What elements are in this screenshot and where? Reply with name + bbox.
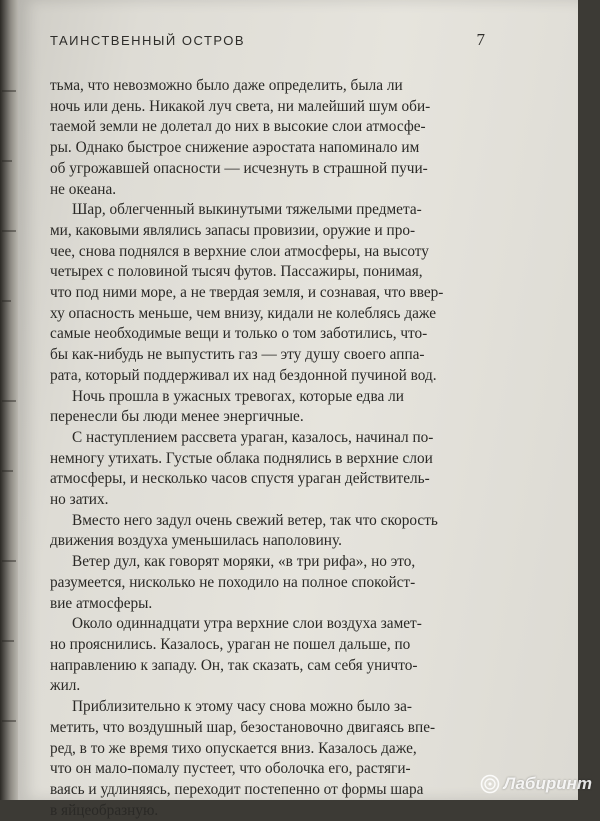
text-line: ми, каковыми являлись запасы провизии, оружие и про-: [50, 221, 416, 239]
text-line: разумеется, нисколько не походило на полное спокойст-: [50, 573, 416, 591]
text-line: ред, в то же время тихо опускается вниз. Казалось даже,: [50, 739, 417, 757]
text-line: Шар, облегченный выкинутыми тяжелыми предмета-: [72, 201, 422, 219]
text-line: С наступлением рассвета ураган, казалось, начинал по-: [72, 428, 434, 446]
labyrinth-logo-icon: [480, 774, 500, 794]
text-line: тьма, что невозможно было даже определить, была ли: [50, 77, 403, 94]
bleed-mark: [2, 720, 16, 722]
bleed-mark: [2, 230, 16, 232]
bleed-mark: [2, 300, 11, 302]
bleed-mark: [2, 90, 16, 92]
bleed-mark: [2, 400, 16, 402]
text-line: Приблизительно к этому часу снова можно было за-: [72, 698, 412, 716]
page-number: 7: [476, 30, 485, 49]
text-line: бы как-нибудь не выпустить газ — эту душу своего аппа-: [50, 346, 425, 364]
text-line: что под ними море, а не твердая земля, и сознавая, что ввер-: [50, 284, 444, 302]
text-line: в яйцеобразную.: [50, 801, 159, 819]
bleed-mark: [2, 470, 13, 472]
text-line: четырех с половиной тысяч футов. Пассажиры, понимая,: [50, 263, 423, 281]
book-page: [18, 0, 578, 819]
text-line: Около одиннадцати утра верхние слои воздуха замет-: [72, 615, 422, 633]
watermark-text: Лабиринт: [503, 774, 592, 793]
text-line: ночь или день. Никакой луч света, ни малейший шум оби-: [50, 97, 431, 115]
bleed-mark: [2, 560, 16, 562]
text-line: жил.: [50, 677, 81, 695]
text-line: Ночь прошла в ужасных тревогах, которые едва ли: [72, 387, 404, 405]
text-line: атмосферы, и несколько часов спустя ураган действитель-: [50, 470, 430, 488]
text-line: ваясь и удлиняясь, переходит постепенно от формы шара: [50, 780, 424, 798]
page-header: [50, 30, 485, 50]
text-line: но прояснились. Казалось, ураган не пошел дальше, по: [50, 635, 411, 653]
text-line: Ветер дул, как говорят моряки, «в три рифа», но это,: [72, 553, 416, 571]
labirint-watermark: [480, 774, 592, 794]
bleed-mark: [2, 160, 12, 162]
text-line: Вместо него задул очень свежий ветер, так что скорость: [72, 511, 438, 529]
text-line: движения воздуха уменьшилась наполовину.: [50, 532, 342, 550]
text-line: вие атмосферы.: [50, 594, 153, 612]
text-line: чее, снова поднялся в верхние слои атмосферы, на высоту: [50, 242, 429, 260]
text-line: но затих.: [50, 491, 109, 509]
text-line: немногу утихать. Густые облака поднялись в верхние слои: [50, 449, 433, 467]
text-line: перенесли бы люди менее энергичные.: [50, 408, 304, 426]
facing-page-edge: [0, 0, 18, 800]
text-line: ры. Однако быстрое снижение аэростата напоминало им: [50, 139, 420, 157]
text-line: об угрожавшей опасности — исчезнуть в страшной пучи-: [50, 159, 428, 177]
bleed-mark: [2, 640, 14, 642]
body-text: [50, 76, 490, 821]
text-line: самые необходимые вещи и только о том заботились, что-: [50, 325, 428, 343]
text-line: не океана.: [50, 180, 117, 198]
text-line: метить, что воздушный шар, безостановочно двигаясь впе-: [50, 718, 436, 736]
text-line: рата, который поддерживал их над бездонной пучиной вод.: [50, 366, 437, 384]
text-line: направлению к западу. Он, так сказать, сам себя уничто-: [50, 656, 418, 674]
text-line: что он мало-помалу пустеет, что оболочка его, растяги-: [50, 760, 411, 778]
running-title: ТАИНСТВЕННЫЙ ОСТРОВ: [50, 33, 246, 48]
text-line: таемой земли не долетал до них в высокие слои атмосфе-: [50, 118, 426, 136]
text-line: ху опасность меньше, чем внизу, кидали не колеблясь даже: [50, 304, 437, 322]
